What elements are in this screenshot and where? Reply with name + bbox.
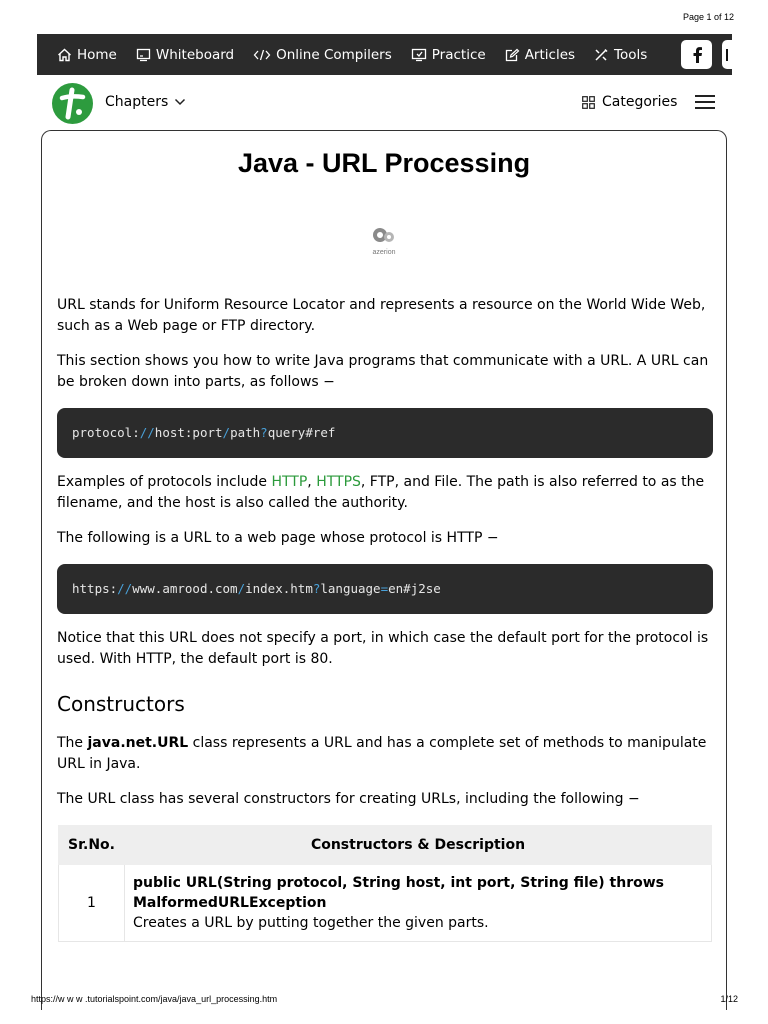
paragraph-constructors-intro: The URL class has several constructors for creating URLs, including the following − — [57, 791, 640, 807]
logo-icon — [52, 83, 93, 124]
ad-placeholder[interactable] — [359, 226, 409, 256]
azerion-logo-icon — [369, 226, 399, 244]
code-block-url-structure: protocol://host:port/path?query#ref — [57, 408, 713, 458]
pdf-footer-page-number: 1/12 — [720, 994, 738, 1004]
nav-item-label: Practice — [431, 46, 486, 63]
table-row — [59, 865, 712, 942]
nav-item-whiteboard[interactable] — [136, 47, 234, 63]
table-header-row — [59, 826, 712, 865]
page-title: Java - URL Processing — [237, 148, 531, 178]
site-logo[interactable] — [52, 83, 93, 124]
nav-item-label: Whiteboard — [155, 46, 235, 63]
nav-item-home[interactable] — [57, 47, 117, 63]
nav-item-label: Articles — [524, 46, 576, 63]
chevron-down-icon — [174, 98, 186, 106]
nav-item-practice[interactable] — [411, 47, 486, 63]
paragraph-example-url: The following is a URL to a web page whose protocol is HTTP − — [57, 530, 499, 546]
pdf-page-header: Page 1 of 12 — [682, 12, 734, 22]
home-icon — [57, 48, 72, 62]
column-header-description: Constructors & Description — [125, 826, 712, 865]
constructors-table — [58, 825, 712, 942]
menu-icon[interactable] — [695, 95, 715, 109]
column-header-srno: Sr.No. — [59, 826, 125, 865]
categories-button[interactable] — [582, 94, 677, 110]
paragraph-protocols: Examples of protocols include HTTP, HTTPS, FTP, and File. The path is also referred to as the filename, and the host is also called the authority. — [57, 474, 705, 511]
nav-item-label: Home — [77, 46, 117, 63]
paragraph-url-definition: URL stands for Uniform Resource Locator and represents a resource on the World Wide Web, such as a Web page or FTP directory. — [57, 297, 706, 334]
code-icon — [253, 48, 271, 62]
facebook-button[interactable] — [681, 40, 712, 69]
grid-icon — [582, 96, 595, 109]
social-links — [671, 40, 732, 69]
categories-label: Categories — [602, 94, 678, 110]
nav-item-online-compilers[interactable] — [253, 47, 392, 63]
twitter-icon — [726, 49, 728, 61]
constructor-signature: public URL(String protocol, String host, int port, String file) throws MalformedURLException — [133, 875, 664, 911]
nav-item-tools[interactable] — [594, 47, 647, 63]
constructor-description: Creates a URL by putting together the given parts. — [133, 915, 489, 931]
tools-icon — [594, 48, 609, 62]
section-heading-constructors: Constructors — [57, 692, 185, 716]
paragraph-intro: This section shows you how to write Java programs that communicate with a URL. A URL can be broken down into parts, as follows − — [57, 353, 709, 390]
pdf-footer-url: https://w w w .tutorialspoint.com/java/java_url_processing.htm — [31, 994, 278, 1004]
edit-icon — [505, 48, 520, 62]
http-link[interactable]: HTTP — [271, 474, 308, 490]
whiteboard-icon — [136, 48, 151, 62]
https-link[interactable]: HTTPS — [316, 474, 361, 490]
chapters-label: Chapters — [105, 94, 169, 110]
constructor-cell — [125, 865, 712, 942]
twitter-button[interactable] — [722, 40, 732, 69]
paragraph-url-class: The java.net.URL class represents a URL and has a complete set of methods to manipulate URL in Java. — [57, 735, 707, 772]
facebook-icon — [691, 47, 703, 63]
paragraph-default-port: Notice that this URL does not specify a port, in which case the default port for the protocol is used. With HTTP, the default port is 80. — [57, 630, 709, 667]
nav-item-articles[interactable] — [505, 47, 575, 63]
practice-icon — [411, 48, 427, 62]
chapters-dropdown[interactable] — [105, 94, 186, 110]
row-number: 1 — [59, 865, 125, 942]
ad-brand-label: azerion — [372, 249, 396, 256]
nav-item-label: Tools — [614, 46, 648, 63]
code-block-example-url: https://www.amrood.com/index.htm?language=en#j2se — [57, 564, 713, 614]
top-navigation-bar — [37, 34, 732, 75]
nav-item-label: Online Compilers — [276, 46, 392, 63]
